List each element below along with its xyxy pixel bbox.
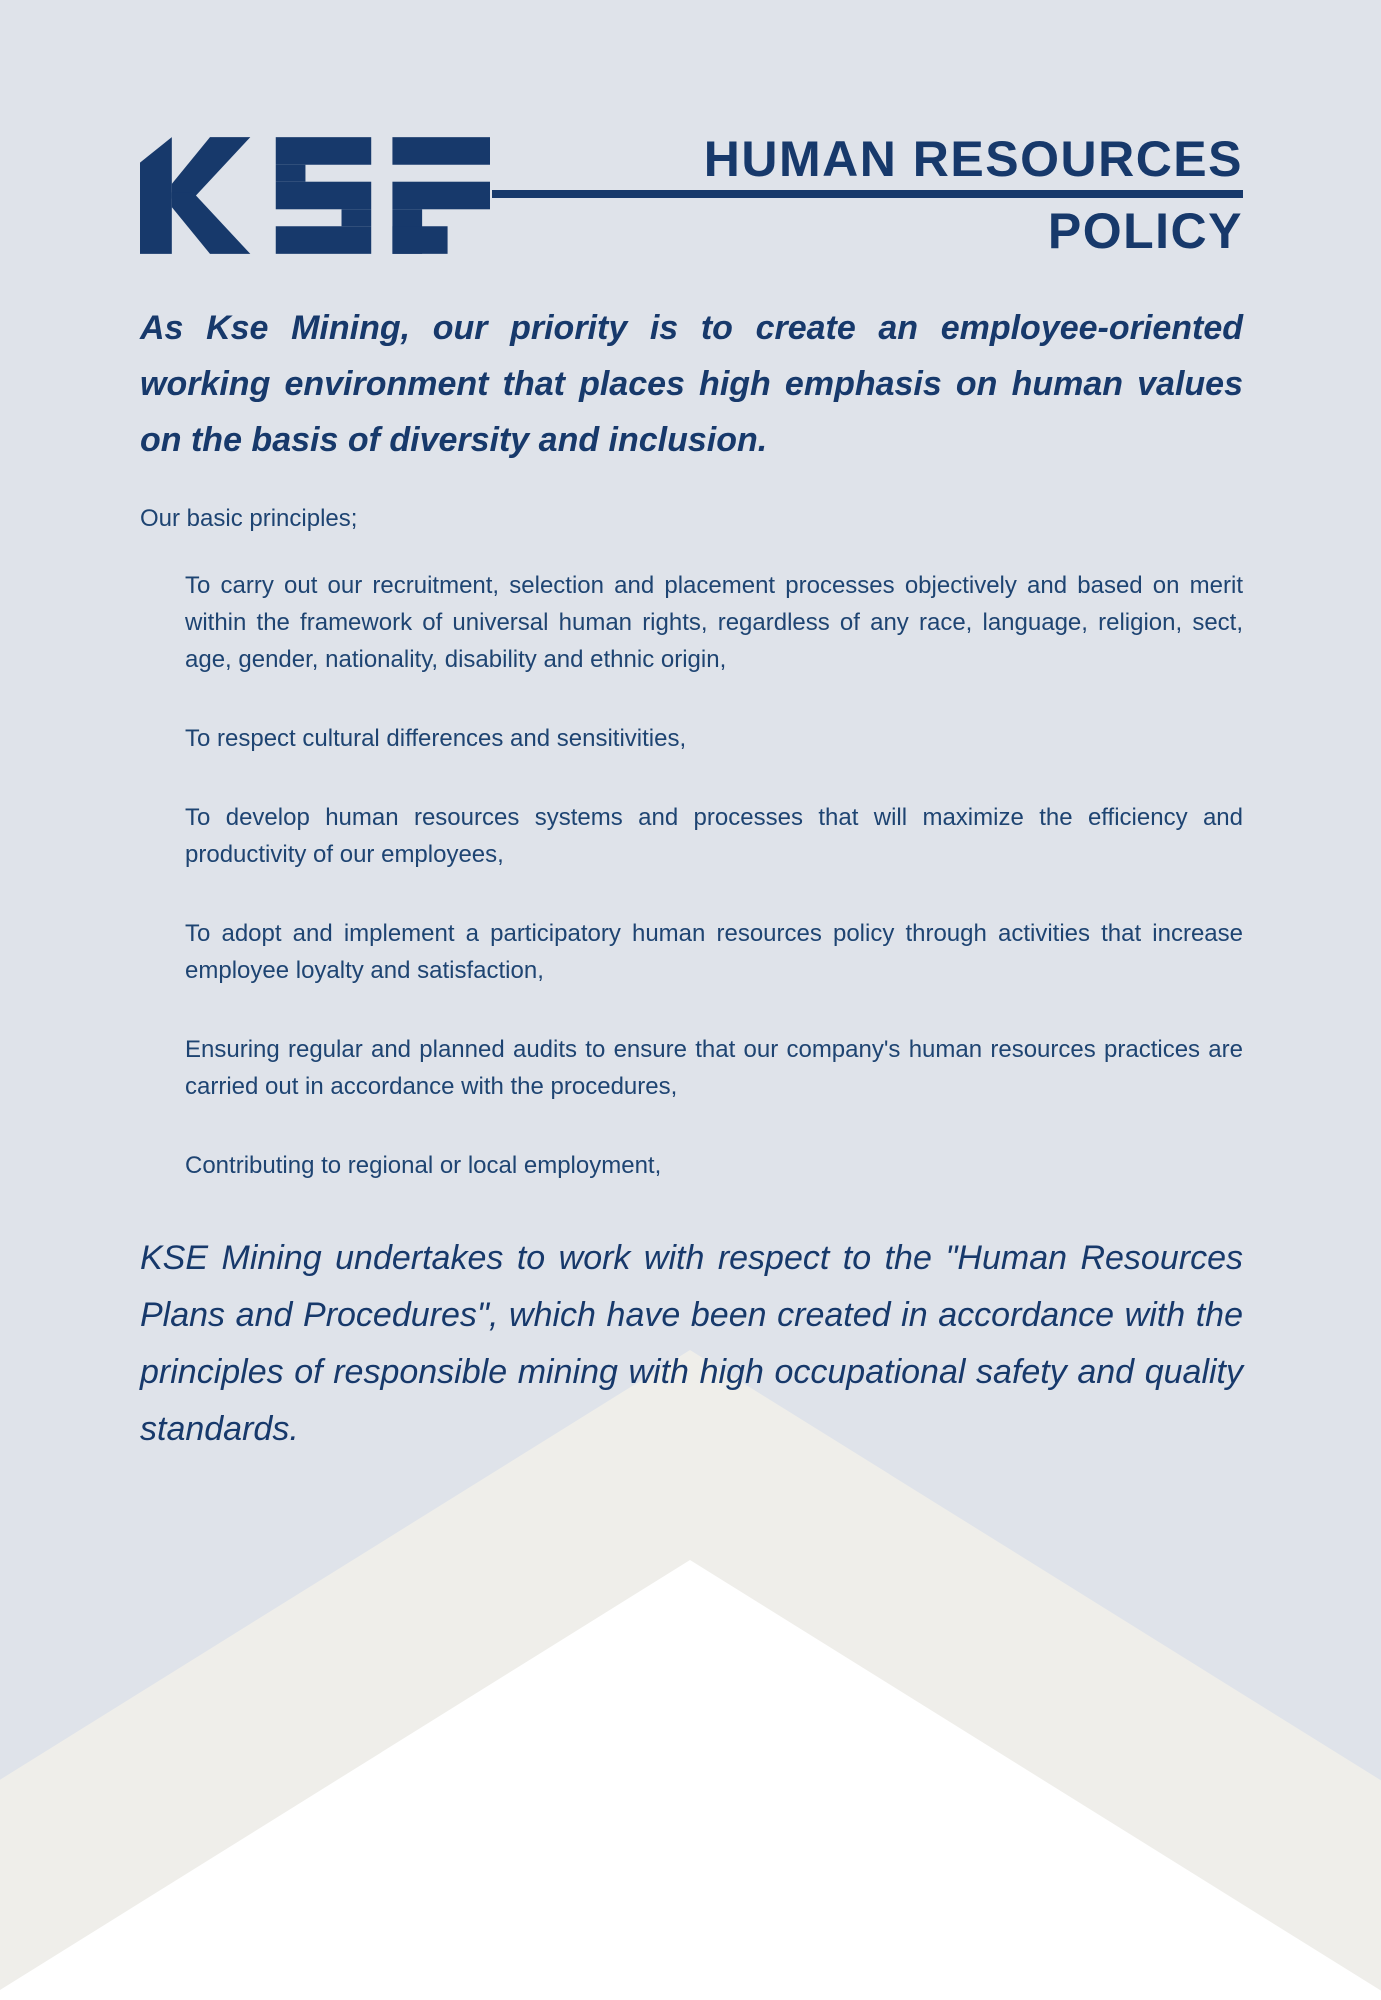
page-title-line1: HUMAN RESOURCES [703, 131, 1243, 187]
header [0, 0, 1381, 280]
principle-item: To develop human resources systems and processes that will maximize the efficiency and productivity of our employees, [185, 804, 1243, 868]
kse-logo-icon [140, 137, 490, 254]
principle-item: To respect cultural differences and sensitivities, [185, 725, 687, 752]
policy-content [0, 300, 1381, 1458]
principle-item: Ensuring regular and planned audits to ensure that our company's human resources practices are carried out in accordance with the procedures, [185, 1036, 1243, 1100]
page-title [703, 131, 1243, 259]
principles-heading: Our basic principles; [140, 505, 358, 532]
principle-item: Contributing to regional or local employment, [185, 1152, 662, 1179]
intro-paragraph: As Kse Mining, our priority is to create an employee-oriented working environment that places high emphasis on human values on the basis of diversity and inclusion. [140, 309, 1243, 459]
principle-item: To carry out our recruitment, selection and placement processes objectively and based on merit within the framework of universal human rights, regardless of any race, language, religion, sect, age, gender, nationality, disability and ethnic origin, [185, 572, 1243, 673]
closing-paragraph: KSE Mining undertakes to work with respect to the "Human Resources Plans and Procedures", which have been created in accordance with the principles of responsible mining with high occupational safety and quality standards. [140, 1239, 1243, 1448]
page-title-line2: POLICY [1047, 203, 1243, 259]
kse-logo [140, 137, 490, 254]
principles-list [140, 567, 1243, 1184]
principle-item: To adopt and implement a participatory human resources policy through activities that increase employee loyalty and satisfaction, [185, 920, 1243, 984]
